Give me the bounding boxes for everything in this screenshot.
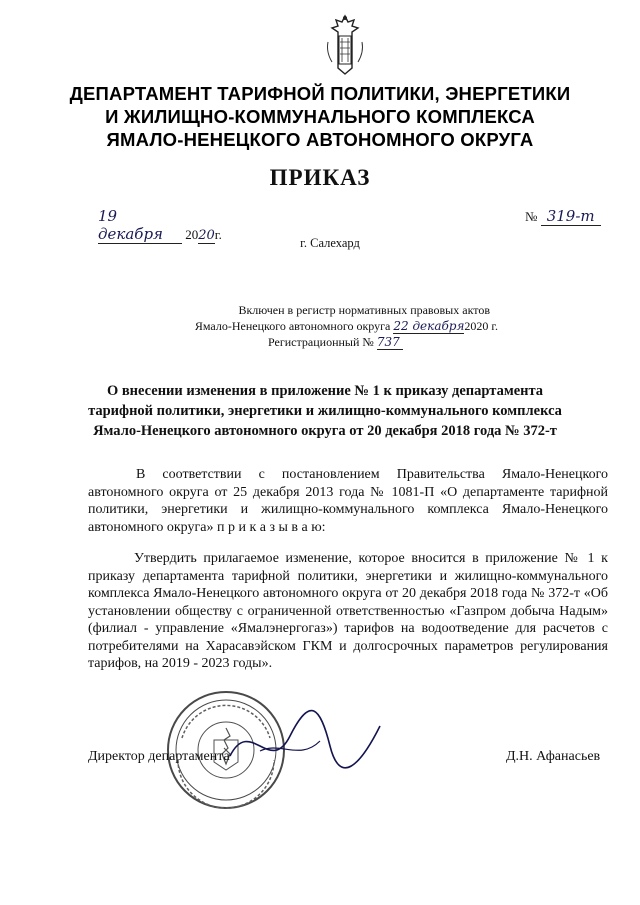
- registration-line2-prefix: Ямало-Ненецкого автономного округа: [194, 319, 391, 333]
- date-handwritten: 19 декабря: [98, 207, 182, 244]
- subject-line2: тарифной политики, энергетики и жилищно-коммунального комплекса: [88, 403, 562, 419]
- subject-line3: Ямало-Ненецкого автономного округа от 20 декабря 2018 года № 372-т: [93, 423, 557, 439]
- department-name-line1: ДЕПАРТАМЕНТ ТАРИФНОЙ ПОЛИТИКИ, ЭНЕРГЕТИКИ: [69, 83, 571, 104]
- registration-line2-suffix: 2020 г.: [464, 319, 498, 333]
- subject-line1: О внесении изменения в приложение № 1 к приказу департамента: [106, 383, 544, 399]
- year-prefix: 20: [185, 227, 199, 242]
- coat-of-arms-icon: [322, 12, 368, 78]
- registration-number-label: Регистрационный №: [268, 335, 374, 349]
- department-name-line2: И ЖИЛИЩНО-КОММУНАЛЬНОГО КОМПЛЕКСА: [105, 106, 535, 127]
- signatory-name: Д.Н. Афанасьев: [506, 749, 601, 764]
- number-handwritten: 319-т: [541, 207, 601, 226]
- city: г. Салехард: [300, 236, 360, 250]
- registration-line1: Включен в регистр нормативных правовых актов: [238, 303, 490, 317]
- signatory-position: Директор департамента: [88, 749, 230, 764]
- body-paragraph-2: Утвердить прилагаемое изменение, которое вносится в приложение № 1 к приказу департамента тарифной политики, энергетики и жилищно-коммунального комплекса Ямало-Ненецкого автономного округа от 20 декабря 2018 года № 372-т «Об установлении обществу с ограниченной ответственностью «Газпром добыча Надым» (филиал - управление «Ямалэнергогаз») тарифов на водоотведение для расчетов с потребителями на Харасавэйском ГКМ и долгосрочных параметров регулирования тарифов, на 2019 - 2023 годы».: [88, 551, 608, 671]
- order-number: [525, 207, 601, 226]
- registration-line2: [148, 319, 498, 334]
- registration-line3: [148, 335, 498, 350]
- year-handwritten: 20: [198, 228, 215, 243]
- year-suffix: г.: [214, 227, 222, 242]
- document-type-title: ПРИКАЗ: [269, 165, 371, 190]
- registration-date-handwritten: 22 декабря: [393, 319, 465, 333]
- number-sign: №: [525, 209, 538, 224]
- handwritten-signature: [200, 696, 400, 786]
- body-paragraph-1: В соответствии с постановлением Правительства Ямало-Ненецкого автономного округа от 25 декабря 2013 года № 1081-П «О департаменте тарифной политики, энергетики и жилищно-коммунального комплекса Ямало-Ненецкого автономного округа» п р и к а з ы в а ю:: [88, 467, 608, 535]
- registration-number-handwritten: 737: [377, 335, 403, 350]
- department-name-line3: ЯМАЛО-НЕНЕЦКОГО АВТОНОМНОГО ОКРУГА: [106, 129, 534, 150]
